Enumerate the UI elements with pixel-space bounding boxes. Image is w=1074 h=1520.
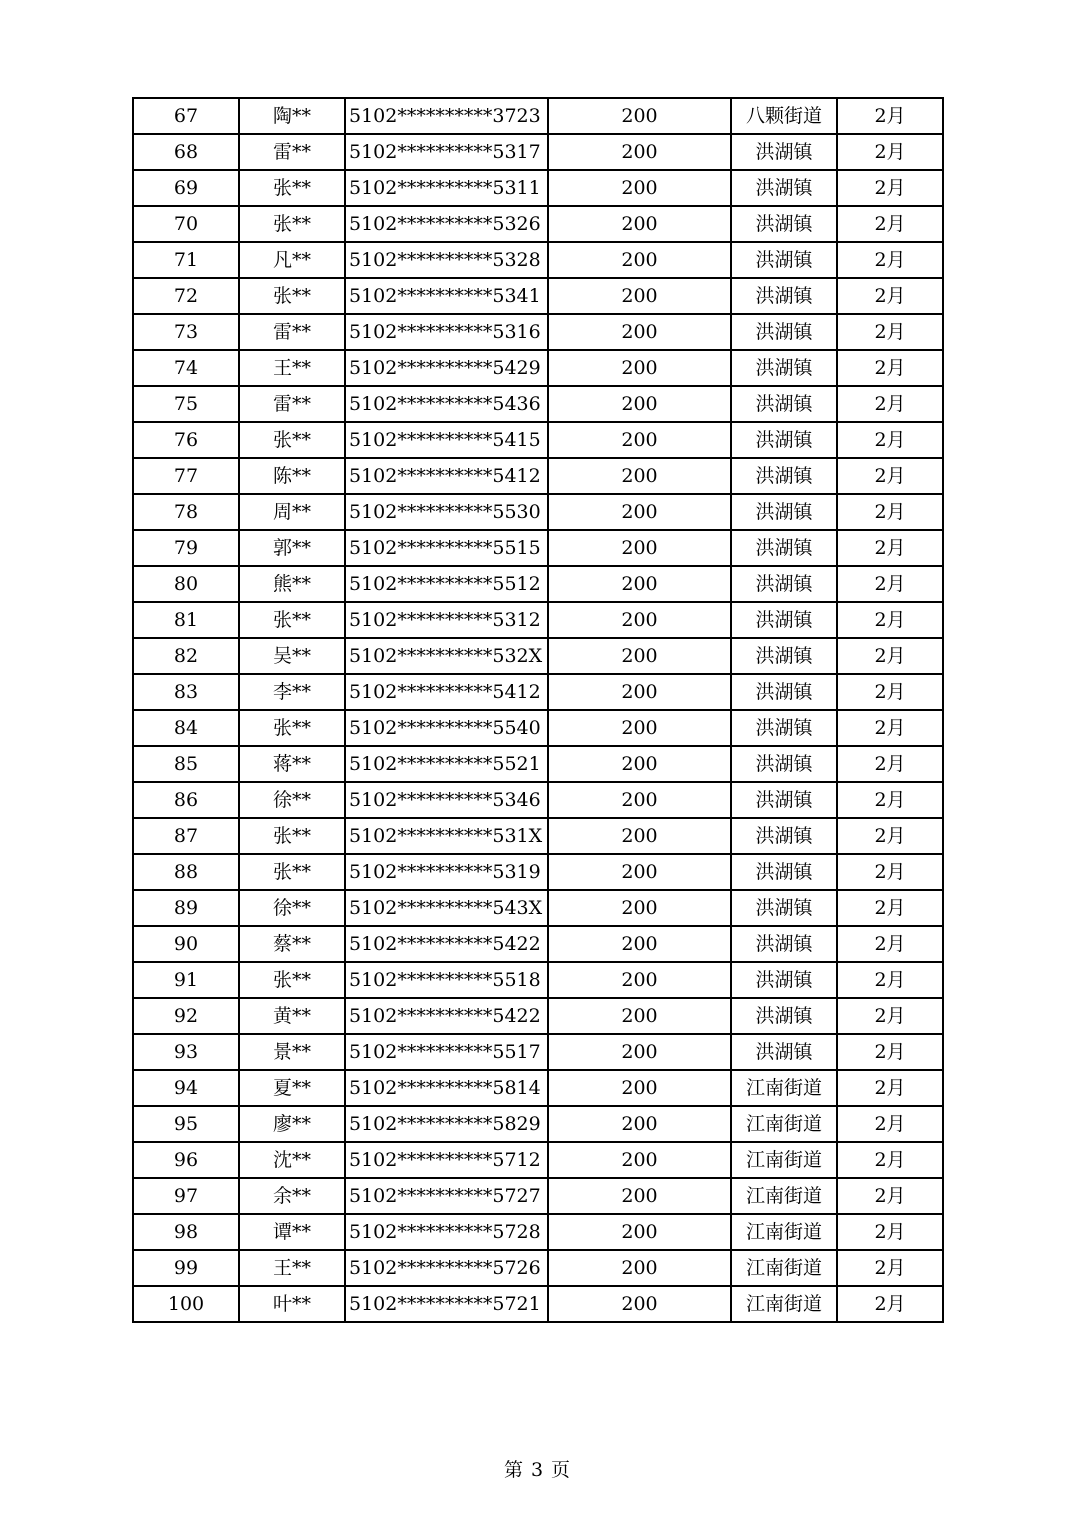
id-number-cell: 5102**********3723 (345, 98, 548, 134)
amount-cell: 200 (548, 530, 731, 566)
id-number-cell: 5102**********5727 (345, 1178, 548, 1214)
name-cell: 张** (239, 422, 345, 458)
amount-cell: 200 (548, 1106, 731, 1142)
name-cell: 王** (239, 1250, 345, 1286)
table-row (133, 962, 943, 998)
area-cell: 八颗街道 (731, 98, 837, 134)
amount-cell: 200 (548, 206, 731, 242)
area-cell: 江南街道 (731, 1178, 837, 1214)
area-cell: 洪湖镇 (731, 782, 837, 818)
amount-cell: 200 (548, 422, 731, 458)
id-number-cell: 5102**********5422 (345, 998, 548, 1034)
table-row (133, 998, 943, 1034)
row-number-cell: 68 (133, 134, 239, 170)
area-cell: 江南街道 (731, 1286, 837, 1322)
table-row (133, 746, 943, 782)
month-cell: 2月 (837, 962, 943, 998)
table-row (133, 386, 943, 422)
amount-cell: 200 (548, 638, 731, 674)
id-number-cell: 5102**********5412 (345, 458, 548, 494)
name-cell: 王** (239, 350, 345, 386)
month-cell: 2月 (837, 422, 943, 458)
name-cell: 陈** (239, 458, 345, 494)
table-row (133, 1214, 943, 1250)
id-number-cell: 5102**********5429 (345, 350, 548, 386)
id-number-cell: 5102**********5415 (345, 422, 548, 458)
row-number-cell: 70 (133, 206, 239, 242)
name-cell: 蒋** (239, 746, 345, 782)
month-cell: 2月 (837, 1070, 943, 1106)
id-number-cell: 5102**********5319 (345, 854, 548, 890)
amount-cell: 200 (548, 1214, 731, 1250)
name-cell: 余** (239, 1178, 345, 1214)
table-row (133, 350, 943, 386)
table-row (133, 602, 943, 638)
id-number-cell: 5102**********5712 (345, 1142, 548, 1178)
roster-table (132, 97, 944, 1323)
row-number-cell: 95 (133, 1106, 239, 1142)
amount-cell: 200 (548, 458, 731, 494)
row-number-cell: 94 (133, 1070, 239, 1106)
month-cell: 2月 (837, 206, 943, 242)
amount-cell: 200 (548, 926, 731, 962)
row-number-cell: 73 (133, 314, 239, 350)
amount-cell: 200 (548, 242, 731, 278)
id-number-cell: 5102**********5540 (345, 710, 548, 746)
area-cell: 江南街道 (731, 1250, 837, 1286)
name-cell: 黄** (239, 998, 345, 1034)
month-cell: 2月 (837, 350, 943, 386)
table-row (133, 638, 943, 674)
name-cell: 景** (239, 1034, 345, 1070)
amount-cell: 200 (548, 350, 731, 386)
amount-cell: 200 (548, 962, 731, 998)
id-number-cell: 5102**********5316 (345, 314, 548, 350)
id-number-cell: 5102**********5728 (345, 1214, 548, 1250)
area-cell: 江南街道 (731, 1070, 837, 1106)
area-cell: 洪湖镇 (731, 638, 837, 674)
area-cell: 洪湖镇 (731, 566, 837, 602)
id-number-cell: 5102**********5721 (345, 1286, 548, 1322)
id-number-cell: 5102**********5311 (345, 170, 548, 206)
id-number-cell: 5102**********5328 (345, 242, 548, 278)
area-cell: 洪湖镇 (731, 854, 837, 890)
table-row (133, 170, 943, 206)
name-cell: 张** (239, 818, 345, 854)
table-row (133, 458, 943, 494)
name-cell: 蔡** (239, 926, 345, 962)
area-cell: 洪湖镇 (731, 602, 837, 638)
row-number-cell: 83 (133, 674, 239, 710)
area-cell: 洪湖镇 (731, 746, 837, 782)
area-cell: 洪湖镇 (731, 242, 837, 278)
table-row (133, 890, 943, 926)
name-cell: 陶** (239, 98, 345, 134)
area-cell: 江南街道 (731, 1214, 837, 1250)
row-number-cell: 74 (133, 350, 239, 386)
id-number-cell: 5102**********5346 (345, 782, 548, 818)
month-cell: 2月 (837, 98, 943, 134)
month-cell: 2月 (837, 314, 943, 350)
area-cell: 洪湖镇 (731, 530, 837, 566)
amount-cell: 200 (548, 98, 731, 134)
month-cell: 2月 (837, 1178, 943, 1214)
table-row (133, 242, 943, 278)
id-number-cell: 5102**********532X (345, 638, 548, 674)
table-row (133, 854, 943, 890)
month-cell: 2月 (837, 998, 943, 1034)
amount-cell: 200 (548, 854, 731, 890)
id-number-cell: 5102**********5412 (345, 674, 548, 710)
row-number-cell: 90 (133, 926, 239, 962)
name-cell: 张** (239, 278, 345, 314)
row-number-cell: 81 (133, 602, 239, 638)
id-number-cell: 5102**********5518 (345, 962, 548, 998)
table-row (133, 1286, 943, 1322)
name-cell: 张** (239, 170, 345, 206)
month-cell: 2月 (837, 602, 943, 638)
table-row (133, 278, 943, 314)
table-row (133, 206, 943, 242)
id-number-cell: 5102**********5436 (345, 386, 548, 422)
amount-cell: 200 (548, 1142, 731, 1178)
amount-cell: 200 (548, 1178, 731, 1214)
id-number-cell: 5102**********5326 (345, 206, 548, 242)
area-cell: 洪湖镇 (731, 998, 837, 1034)
table-row (133, 134, 943, 170)
amount-cell: 200 (548, 890, 731, 926)
row-number-cell: 86 (133, 782, 239, 818)
month-cell: 2月 (837, 1034, 943, 1070)
id-number-cell: 5102**********5521 (345, 746, 548, 782)
area-cell: 洪湖镇 (731, 134, 837, 170)
month-cell: 2月 (837, 278, 943, 314)
name-cell: 徐** (239, 782, 345, 818)
table-row (133, 710, 943, 746)
month-cell: 2月 (837, 782, 943, 818)
amount-cell: 200 (548, 818, 731, 854)
row-number-cell: 89 (133, 890, 239, 926)
month-cell: 2月 (837, 710, 943, 746)
name-cell: 谭** (239, 1214, 345, 1250)
name-cell: 吴** (239, 638, 345, 674)
table-row (133, 1250, 943, 1286)
row-number-cell: 97 (133, 1178, 239, 1214)
name-cell: 张** (239, 962, 345, 998)
amount-cell: 200 (548, 602, 731, 638)
month-cell: 2月 (837, 854, 943, 890)
row-number-cell: 69 (133, 170, 239, 206)
page-number: 3 (530, 1459, 544, 1481)
area-cell: 洪湖镇 (731, 926, 837, 962)
id-number-cell: 5102**********5530 (345, 494, 548, 530)
row-number-cell: 85 (133, 746, 239, 782)
area-cell: 江南街道 (731, 1106, 837, 1142)
id-number-cell: 5102**********5312 (345, 602, 548, 638)
row-number-cell: 96 (133, 1142, 239, 1178)
id-number-cell: 5102**********5517 (345, 1034, 548, 1070)
area-cell: 洪湖镇 (731, 818, 837, 854)
name-cell: 张** (239, 206, 345, 242)
table-row (133, 674, 943, 710)
table-row (133, 1106, 943, 1142)
table-row (133, 1070, 943, 1106)
footer-suffix: 页 (551, 1459, 571, 1481)
row-number-cell: 75 (133, 386, 239, 422)
area-cell: 洪湖镇 (731, 314, 837, 350)
amount-cell: 200 (548, 1070, 731, 1106)
month-cell: 2月 (837, 566, 943, 602)
row-number-cell: 79 (133, 530, 239, 566)
row-number-cell: 78 (133, 494, 239, 530)
row-number-cell: 99 (133, 1250, 239, 1286)
amount-cell: 200 (548, 314, 731, 350)
id-number-cell: 5102**********5512 (345, 566, 548, 602)
area-cell: 洪湖镇 (731, 422, 837, 458)
area-cell: 洪湖镇 (731, 710, 837, 746)
month-cell: 2月 (837, 1142, 943, 1178)
name-cell: 张** (239, 854, 345, 890)
row-number-cell: 71 (133, 242, 239, 278)
area-cell: 洪湖镇 (731, 458, 837, 494)
name-cell: 张** (239, 602, 345, 638)
name-cell: 夏** (239, 1070, 345, 1106)
name-cell: 凡** (239, 242, 345, 278)
name-cell: 雷** (239, 386, 345, 422)
amount-cell: 200 (548, 1250, 731, 1286)
amount-cell: 200 (548, 710, 731, 746)
month-cell: 2月 (837, 674, 943, 710)
month-cell: 2月 (837, 1214, 943, 1250)
id-number-cell: 5102**********543X (345, 890, 548, 926)
name-cell: 沈** (239, 1142, 345, 1178)
amount-cell: 200 (548, 170, 731, 206)
id-number-cell: 5102**********5422 (345, 926, 548, 962)
id-number-cell: 5102**********5341 (345, 278, 548, 314)
name-cell: 郭** (239, 530, 345, 566)
name-cell: 张** (239, 710, 345, 746)
amount-cell: 200 (548, 566, 731, 602)
table-row (133, 422, 943, 458)
table-row (133, 1142, 943, 1178)
row-number-cell: 72 (133, 278, 239, 314)
row-number-cell: 84 (133, 710, 239, 746)
month-cell: 2月 (837, 1286, 943, 1322)
id-number-cell: 5102**********5829 (345, 1106, 548, 1142)
row-number-cell: 100 (133, 1286, 239, 1322)
row-number-cell: 77 (133, 458, 239, 494)
month-cell: 2月 (837, 890, 943, 926)
amount-cell: 200 (548, 1286, 731, 1322)
id-number-cell: 5102**********5317 (345, 134, 548, 170)
name-cell: 徐** (239, 890, 345, 926)
month-cell: 2月 (837, 818, 943, 854)
month-cell: 2月 (837, 458, 943, 494)
area-cell: 洪湖镇 (731, 206, 837, 242)
amount-cell: 200 (548, 494, 731, 530)
month-cell: 2月 (837, 134, 943, 170)
name-cell: 李** (239, 674, 345, 710)
table-row (133, 782, 943, 818)
area-cell: 洪湖镇 (731, 278, 837, 314)
row-number-cell: 92 (133, 998, 239, 1034)
area-cell: 洪湖镇 (731, 1034, 837, 1070)
area-cell: 洪湖镇 (731, 350, 837, 386)
row-number-cell: 82 (133, 638, 239, 674)
page-footer (0, 1455, 1074, 1482)
table-row (133, 1178, 943, 1214)
table-row (133, 530, 943, 566)
month-cell: 2月 (837, 1250, 943, 1286)
area-cell: 洪湖镇 (731, 494, 837, 530)
amount-cell: 200 (548, 1034, 731, 1070)
table-row (133, 818, 943, 854)
month-cell: 2月 (837, 530, 943, 566)
name-cell: 叶** (239, 1286, 345, 1322)
month-cell: 2月 (837, 242, 943, 278)
table-row (133, 314, 943, 350)
month-cell: 2月 (837, 386, 943, 422)
amount-cell: 200 (548, 134, 731, 170)
area-cell: 洪湖镇 (731, 170, 837, 206)
amount-cell: 200 (548, 746, 731, 782)
name-cell: 雷** (239, 134, 345, 170)
table-row (133, 1034, 943, 1070)
amount-cell: 200 (548, 674, 731, 710)
row-number-cell: 88 (133, 854, 239, 890)
id-number-cell: 5102**********5814 (345, 1070, 548, 1106)
roster-table-body (133, 98, 943, 1322)
row-number-cell: 87 (133, 818, 239, 854)
name-cell: 廖** (239, 1106, 345, 1142)
id-number-cell: 5102**********5515 (345, 530, 548, 566)
area-cell: 洪湖镇 (731, 386, 837, 422)
table-row (133, 494, 943, 530)
name-cell: 雷** (239, 314, 345, 350)
row-number-cell: 67 (133, 98, 239, 134)
id-number-cell: 5102**********531X (345, 818, 548, 854)
table-row (133, 98, 943, 134)
month-cell: 2月 (837, 926, 943, 962)
row-number-cell: 98 (133, 1214, 239, 1250)
amount-cell: 200 (548, 386, 731, 422)
name-cell: 周** (239, 494, 345, 530)
row-number-cell: 91 (133, 962, 239, 998)
area-cell: 江南街道 (731, 1142, 837, 1178)
row-number-cell: 76 (133, 422, 239, 458)
row-number-cell: 93 (133, 1034, 239, 1070)
id-number-cell: 5102**********5726 (345, 1250, 548, 1286)
amount-cell: 200 (548, 278, 731, 314)
month-cell: 2月 (837, 638, 943, 674)
row-number-cell: 80 (133, 566, 239, 602)
month-cell: 2月 (837, 1106, 943, 1142)
area-cell: 洪湖镇 (731, 962, 837, 998)
table-row (133, 566, 943, 602)
footer-prefix: 第 (503, 1459, 523, 1481)
month-cell: 2月 (837, 494, 943, 530)
area-cell: 洪湖镇 (731, 890, 837, 926)
table-row (133, 926, 943, 962)
amount-cell: 200 (548, 782, 731, 818)
amount-cell: 200 (548, 998, 731, 1034)
area-cell: 洪湖镇 (731, 674, 837, 710)
name-cell: 熊** (239, 566, 345, 602)
month-cell: 2月 (837, 170, 943, 206)
month-cell: 2月 (837, 746, 943, 782)
